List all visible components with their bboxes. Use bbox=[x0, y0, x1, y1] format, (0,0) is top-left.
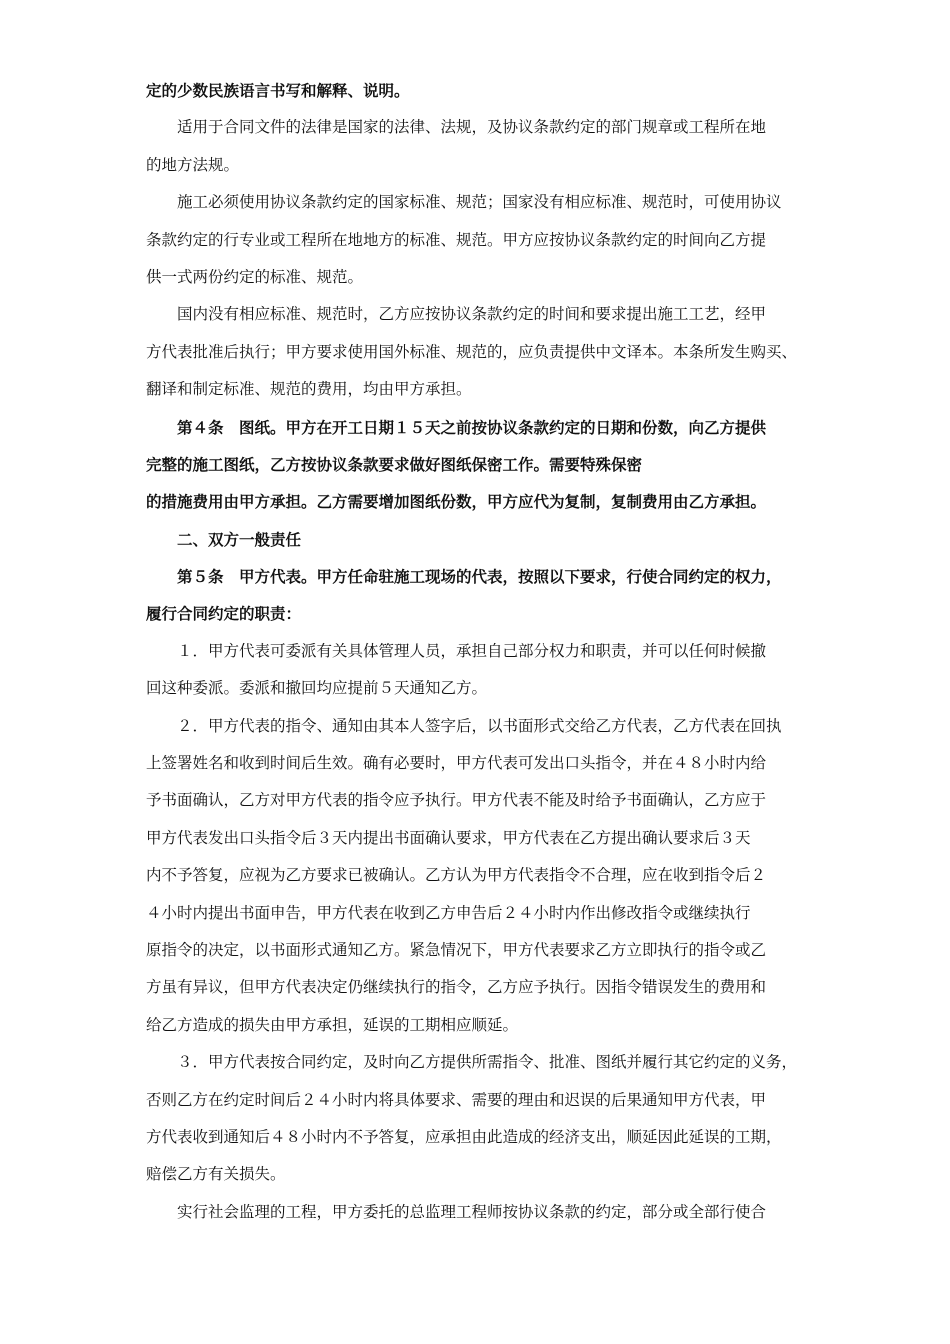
text-line: 的措施费用由甲方承担。乙方需要增加图纸份数，甲方应代为复制，复制费用由乙方承担。 bbox=[146, 492, 767, 512]
text-line: 履行合同约定的职责： bbox=[146, 604, 302, 624]
list-item-3: ３．甲方代表按合同约定，及时向乙方提供所需指令、批准、图纸并履行其它约定的义务， bbox=[177, 1053, 798, 1072]
text-line: 国内没有相应标准、规范时，乙方应按协议条款约定的时间和要求提出施工工艺，经甲 bbox=[177, 305, 767, 324]
text-line: 给乙方造成的损失由甲方承担，延误的工期相应顺延。 bbox=[146, 1015, 519, 1034]
text-line: 完整的施工图纸，乙方按协议条款要求做好图纸保密工作。需要特殊保密 bbox=[146, 454, 643, 474]
text-line: 的地方法规。 bbox=[146, 155, 240, 174]
text-line: 予书面确认，乙方对甲方代表的指令应予执行。甲方代表不能及时给予书面确认，乙方应于 bbox=[146, 791, 767, 810]
document-body bbox=[146, 72, 808, 1231]
text-line: 原指令的决定，以书面形式通知乙方。紧急情况下，甲方代表要求乙方立即执行的指令或乙 bbox=[146, 940, 767, 959]
text-line: 否则乙方在约定时间后２４小时内将具体要求、需要的理由和迟误的后果通知甲方代表，甲 bbox=[146, 1090, 767, 1109]
list-item-1: １．甲方代表可委派有关具体管理人员，承担自己部分权力和职责，并可以任何时候撤 bbox=[177, 641, 767, 660]
section-heading: 二、双方一般责任 bbox=[177, 529, 302, 549]
text-line: 内不予答复，应视为乙方要求已被确认。乙方认为甲方代表指令不合理，应在收到指令后２ bbox=[146, 866, 767, 885]
text-line: 适用于合同文件的法律是国家的法律、法规，及协议条款约定的部门规章或工程所在地 bbox=[177, 118, 767, 137]
text-line: 施工必须使用协议条款约定的国家标准、规范；国家没有相应标准、规范时，可使用协议 bbox=[177, 193, 782, 212]
text-line: 方虽有异议，但甲方代表决定仍继续执行的指令，乙方应予执行。因指令错误发生的费用和 bbox=[146, 978, 767, 997]
text-line: 赔偿乙方有关损失。 bbox=[146, 1165, 286, 1184]
text-line: 供一式两份约定的标准、规范。 bbox=[146, 267, 364, 286]
text-line: 条款约定的行专业或工程所在地地方的标准、规范。甲方应按协议条款约定的时间向乙方提 bbox=[146, 230, 767, 249]
text-line: 定的少数民族语言书写和解释、说明。 bbox=[146, 81, 410, 100]
text-line: 方代表收到通知后４８小时内不予答复，应承担由此造成的经济支出，顺延因此延误的工期， bbox=[146, 1127, 782, 1146]
list-item-2: ２．甲方代表的指令、通知由其本人签字后，以书面形式交给乙方代表，乙方代表在回执 bbox=[177, 716, 782, 735]
text-line: 方代表批准后执行；甲方要求使用国外标准、规范的，应负责提供中文译本。本条所发生购买、 bbox=[146, 342, 798, 361]
text-line: 回这种委派。委派和撤回均应提前５天通知乙方。 bbox=[146, 679, 488, 698]
article-5-heading: 第５条 甲方代表。甲方任命驻施工现场的代表，按照以下要求，行使合同约定的权力， bbox=[177, 567, 782, 587]
text-line: 上签署姓名和收到时间后生效。确有必要时，甲方代表可发出口头指令，并在４８小时内给 bbox=[146, 754, 767, 773]
text-line: 实行社会监理的工程，甲方委托的总监理工程师按协议条款的约定，部分或全部行使合 bbox=[177, 1202, 767, 1221]
text-line: 甲方代表发出口头指令后３天内提出书面确认要求，甲方代表在乙方提出确认要求后３天 bbox=[146, 828, 751, 847]
text-line: 翻译和制定标准、规范的费用，均由甲方承担。 bbox=[146, 380, 472, 399]
text-line: ４小时内提出书面申告，甲方代表在收到乙方申告后２４小时内作出修改指令或继续执行 bbox=[146, 903, 751, 922]
article-4-heading: 第４条 图纸。甲方在开工日期１５天之前按协议条款约定的日期和份数，向乙方提供 bbox=[177, 417, 767, 437]
